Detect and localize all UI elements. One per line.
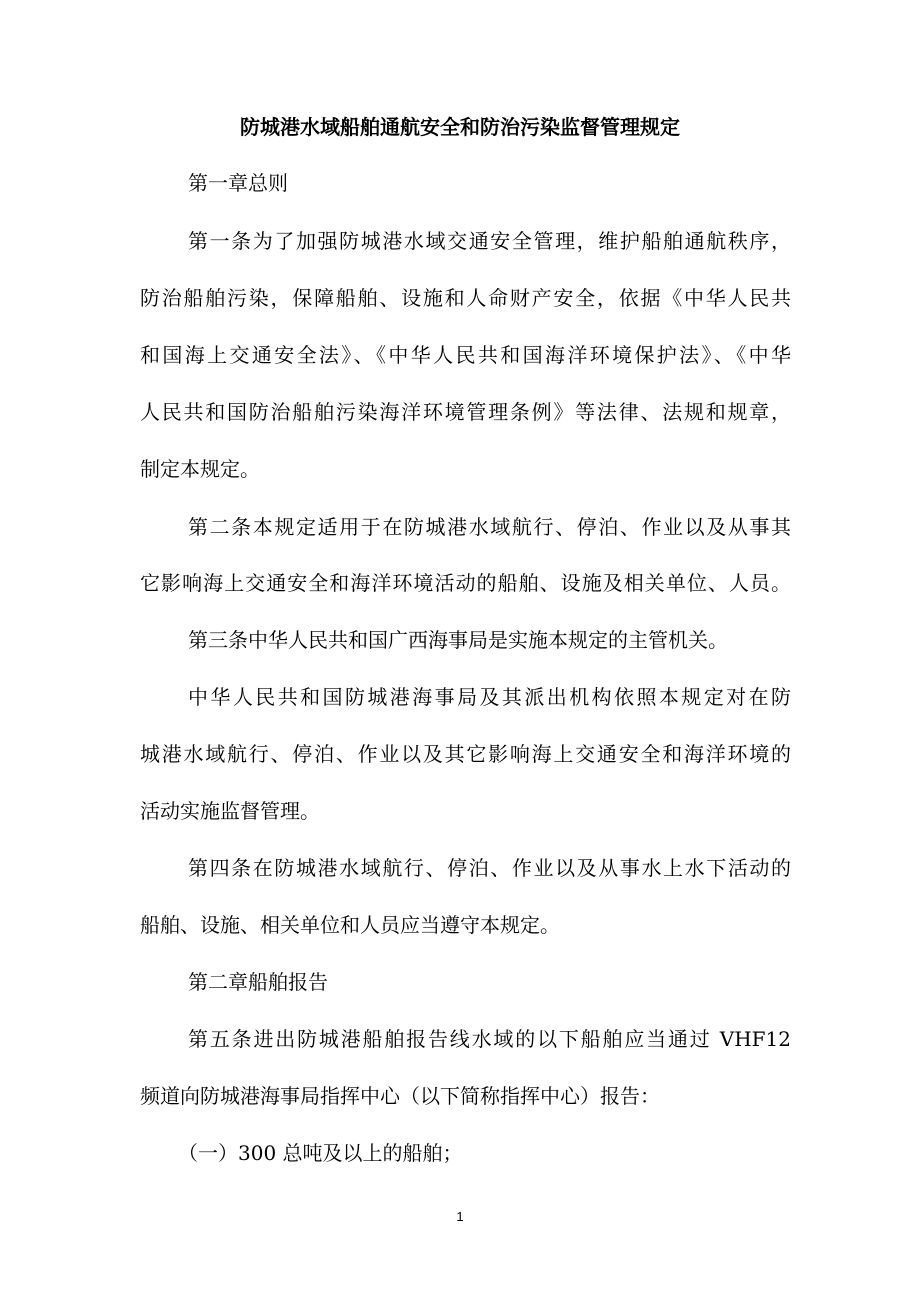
paragraph-line: 第一条为了加强防城港水域交通安全管理，维护船舶通航秩序， bbox=[188, 229, 791, 253]
paragraph-line: 活动实施监督管理。 bbox=[140, 799, 320, 823]
list-item: （一）300 总吨及以上的船舶； bbox=[178, 1141, 463, 1165]
paragraph-line: 城港水域航行、停泊、作业以及其它影响海上交通安全和海洋环境的 bbox=[140, 742, 791, 766]
paragraph-line: 和国海上交通安全法》、《中华人民共和国海洋环境保护法》、《中华 bbox=[140, 343, 791, 367]
chapter-heading: 第一章总则 bbox=[188, 171, 288, 195]
paragraph-line: 频道向防城港海事局指挥中心（以下简称指挥中心）报告： bbox=[140, 1084, 660, 1108]
paragraph-line: 第四条在防城港水域航行、停泊、作业以及从事水上水下活动的 bbox=[188, 856, 791, 880]
paragraph-line: 防治船舶污染，保障船舶、设施和人命财产安全，依据《中华人民共 bbox=[140, 286, 791, 310]
paragraph-line: 第五条进出防城港船舶报告线水域的以下船舶应当通过 VHF12 bbox=[188, 1027, 791, 1051]
paragraph-line: 第二条本规定适用于在防城港水域航行、停泊、作业以及从事其 bbox=[188, 515, 791, 539]
paragraph-line: 第三条中华人民共和国广西海事局是实施本规定的主管机关。 bbox=[188, 628, 728, 652]
chapter-heading: 第二章船舶报告 bbox=[188, 970, 328, 994]
paragraph-line: 制定本规定。 bbox=[140, 457, 260, 481]
paragraph-line: 它影响海上交通安全和海洋环境活动的船舶、设施及相关单位、人员。 bbox=[140, 571, 791, 595]
paragraph-line: 中华人民共和国防城港海事局及其派出机构依照本规定对在防 bbox=[188, 685, 791, 709]
document-title: 防城港水域船舶通航安全和防治污染监督管理规定 bbox=[240, 115, 680, 139]
paragraph-line: 船舶、设施、相关单位和人员应当遵守本规定。 bbox=[140, 913, 560, 937]
page-number: 1 bbox=[456, 1209, 464, 1224]
paragraph-line: 人民共和国防治船舶污染海洋环境管理条例》等法律、法规和规章， bbox=[140, 400, 791, 424]
